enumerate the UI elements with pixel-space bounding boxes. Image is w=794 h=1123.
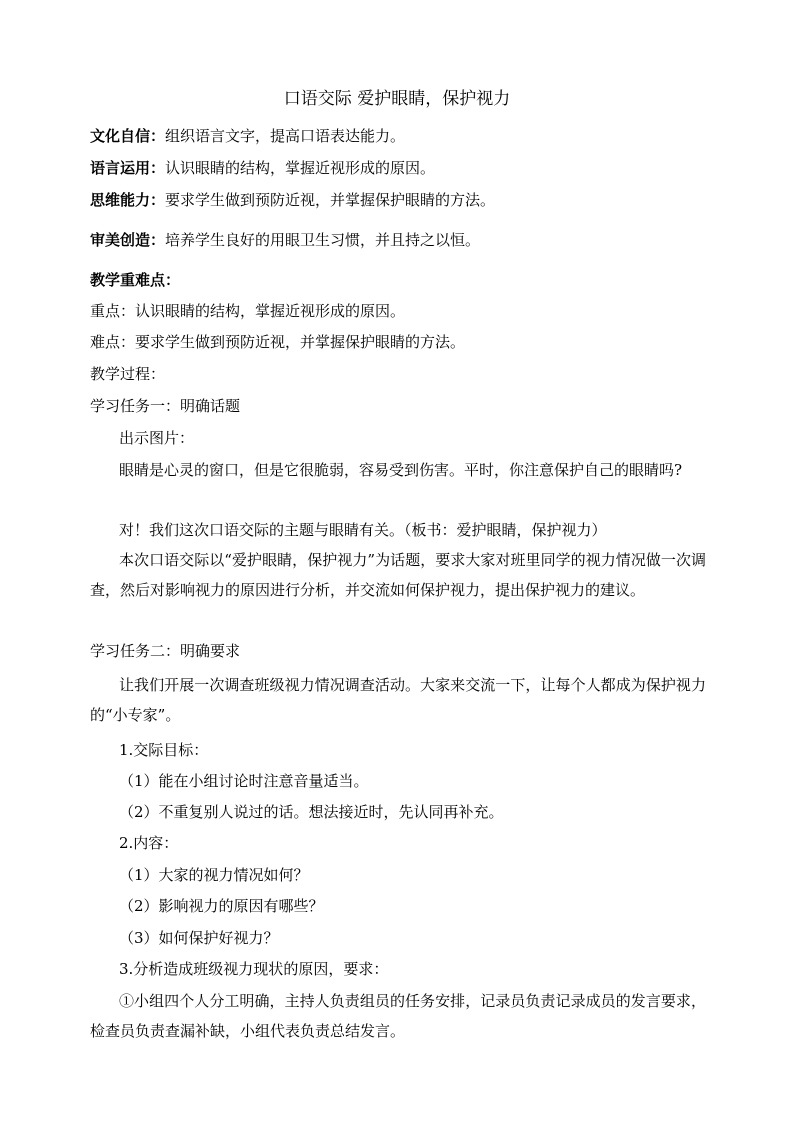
process-heading: 教学过程： bbox=[90, 365, 166, 383]
content-item-1: （1）大家的视力情况如何？ bbox=[119, 866, 309, 884]
objective-text: 认识眼睛的结构，掌握近视形成的原因。 bbox=[165, 159, 436, 177]
analysis-item-1: ①小组四个人分工明确，主持人负责组员的任务安排，记录员负责记录成员的发言要求，检查员负责查漏补缺，小组代表负责总结发言。 bbox=[90, 992, 706, 1040]
objective-aesthetics bbox=[90, 230, 710, 250]
content-item-3: （3）如何保护好视力？ bbox=[119, 929, 279, 947]
task2-heading: 学习任务二：明确要求 bbox=[90, 642, 241, 660]
difficult-point: 难点：要求学生做到预防近视，并掌握保护眼睛的方法。 bbox=[90, 333, 466, 351]
goal-item-1: （1）能在小组讨论时注意音量适当。 bbox=[119, 772, 369, 790]
objective-label: 思维能力： bbox=[90, 191, 166, 209]
show-image-line: 出示图片： bbox=[119, 429, 195, 447]
goal-heading: 1.交际目标： bbox=[119, 741, 209, 759]
task1-paragraph-1: 眼睛是心灵的窗口，但是它很脆弱，容易受到伤害。平时，你注意保护自己的眼睛吗? bbox=[119, 461, 683, 479]
objective-text: 培养学生良好的用眼卫生习惯，并且持之以恒。 bbox=[165, 231, 481, 249]
task1-heading: 学习任务一：明确话题 bbox=[90, 397, 241, 415]
task1-paragraph-3: 本次口语交际以“爱护眼睛，保护视力”为话题，要求大家对班里同学的视力情况做一次调查，然后对影响视力的原因进行分析，并交流如何保护视力，提出保护视力的建议。 bbox=[90, 551, 706, 599]
analysis-heading: 3.分析造成班级视力现状的原因，要求： bbox=[119, 960, 389, 978]
key-point: 重点：认识眼睛的结构，掌握近视形成的原因。 bbox=[90, 302, 406, 320]
task2-intro: 让我们开展一次调查班级视力情况调查活动。大家来交流一下，让每个人都成为保护视力的“小专家”。 bbox=[90, 676, 706, 724]
content-item-2: （2）影响视力的原因有哪些？ bbox=[119, 897, 324, 915]
objective-culture bbox=[90, 126, 710, 146]
page-title: 口语交际 爱护眼睛，保护视力 bbox=[283, 89, 511, 109]
objective-label: 文化自信： bbox=[90, 127, 166, 145]
objective-language bbox=[90, 158, 710, 178]
objective-text: 要求学生做到预防近视，并掌握保护眼睛的方法。 bbox=[165, 191, 496, 209]
objective-label: 语言运用： bbox=[90, 159, 166, 177]
objective-thinking bbox=[90, 190, 710, 210]
goal-item-2: （2）不重复别人说过的话。想法接近时，先认同再补充。 bbox=[119, 803, 504, 821]
task1-paragraph-2: 对！我们这次口语交际的主题与眼睛有关。（板书：爱护眼睛，保护视力） bbox=[119, 521, 607, 539]
key-points-heading: 教学重难点： bbox=[90, 271, 181, 289]
content-heading: 2.内容： bbox=[119, 834, 179, 852]
objective-label: 审美创造： bbox=[90, 231, 166, 249]
objective-text: 组织语言文字，提高口语表达能力。 bbox=[165, 127, 406, 145]
